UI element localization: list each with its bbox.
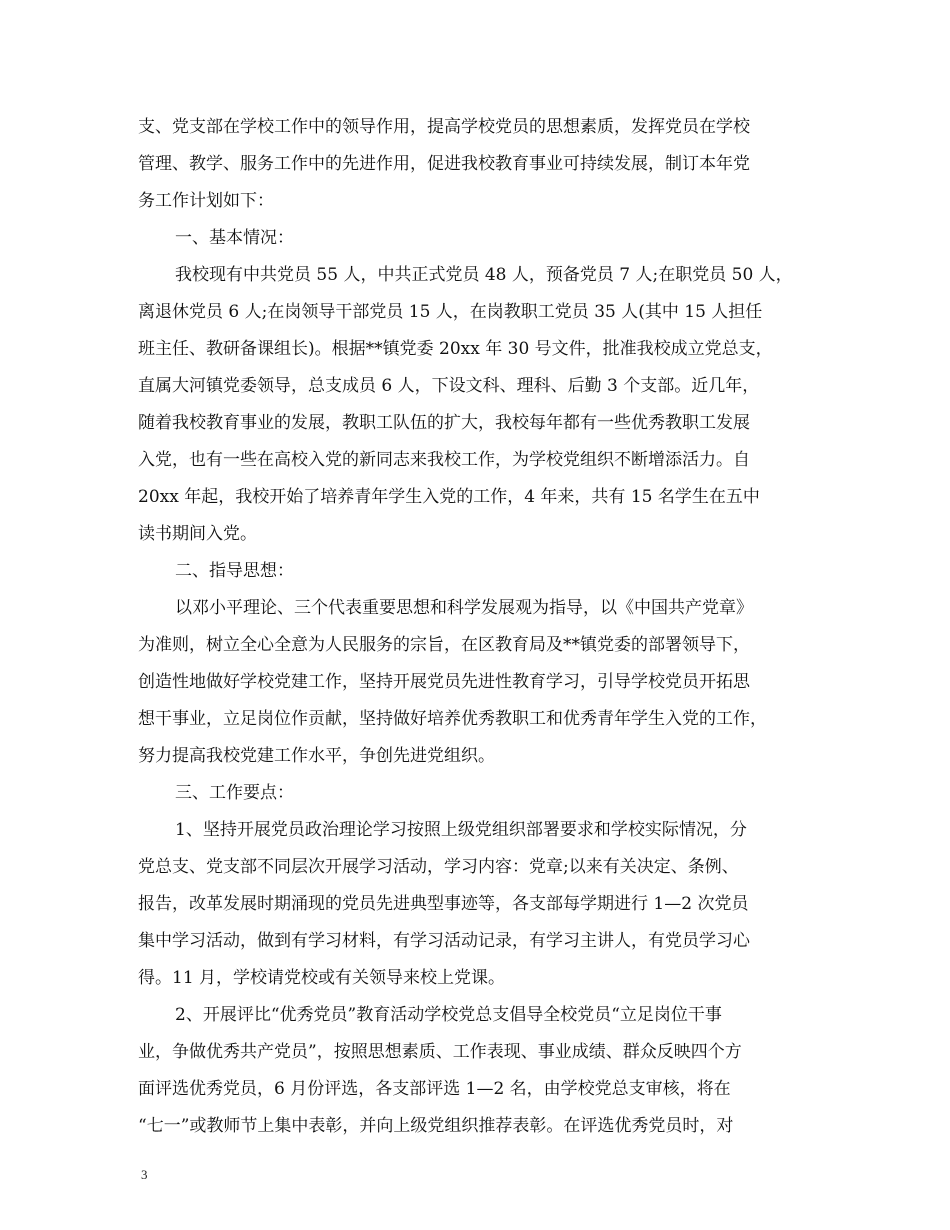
text-line: 务工作计划如下： xyxy=(138,191,274,211)
text-line: 为准则，树立全心全意为人民服务的宗旨，在区教育局及**镇党委的部署领导下， xyxy=(138,635,750,655)
text-line: 1、坚持开展党员政治理论学习按照上级党组织部署要求和学校实际情况，分 xyxy=(175,820,747,840)
text-line: “七一”或教师节上集中表彰，并向上级党组织推荐表彰。在评选优秀党员时，对 xyxy=(138,1116,734,1136)
text-line: 业，争做优秀共产党员”，按照思想素质、工作表现、事业成绩、群众反映四个方 xyxy=(138,1042,742,1062)
text-line: 离退休党员 6 人;在岗领导干部党员 15 人，在岗教职工党员 35 人(其中 15 人担任 xyxy=(138,302,763,322)
text-line: 直属大河镇党委领导，总支成员 6 人，下设文科、理科、后勤 3 个支部。近几年， xyxy=(138,376,760,396)
text-line: 随着我校教育事业的发展，教职工队伍的扩大，我校每年都有一些优秀教职工发展 xyxy=(138,413,750,433)
text-line: 入党，也有一些在高校入党的新同志来我校工作，为学校党组织不断增添活力。自 xyxy=(138,450,750,470)
text-line: 得。11 月，学校请党校或有关领导来校上党课。 xyxy=(138,968,506,988)
page-number: 3 xyxy=(141,1167,148,1182)
text-line: 报告，改革发展时期涌现的党员先进典型事迹等，各支部每学期进行 1—2 次党员 xyxy=(138,894,749,914)
text-line: 集中学习活动，做到有学习材料，有学习活动记录，有学习主讲人，有党员学习心 xyxy=(138,931,750,951)
text-line: 创造性地做好学校党建工作，坚持开展党员先进性教育学习，引导学校党员开拓思 xyxy=(138,672,750,692)
section-heading: 二、指导思想： xyxy=(175,561,294,581)
section-heading: 三、工作要点： xyxy=(175,783,294,803)
text-line: 我校现有中共党员 55 人，中共正式党员 48 人，预备党员 7 人;在职党员 50 人， xyxy=(175,265,793,285)
text-line: 以邓小平理论、三个代表重要思想和科学发展观为指导，以《中国共产党章》 xyxy=(175,598,753,618)
text-line: 努力提高我校党建工作水平，争创先进党组织。 xyxy=(138,746,495,766)
text-line: 班主任、教研备课组长)。根据**镇党委 20xx 年 30 号文件，批准我校成立党总支， xyxy=(138,339,773,359)
text-line: 20xx 年起，我校开始了培养青年学生入党的工作，4 年来，共有 15 名学生在五中 xyxy=(138,487,760,507)
text-line: 管理、教学、服务工作中的先进作用，促进我校教育事业可持续发展，制订本年党 xyxy=(138,154,750,174)
text-line: 读书期间入党。 xyxy=(138,524,257,544)
text-line: 想干事业，立足岗位作贡献，坚持做好培养优秀教职工和优秀青年学生入党的工作， xyxy=(138,709,767,729)
text-line: 支、党支部在学校工作中的领导作用，提高学校党员的思想素质，发挥党员在学校 xyxy=(138,117,750,137)
text-line: 党总支、党支部不同层次开展学习活动，学习内容：党章;以来有关决定、条例、 xyxy=(138,857,739,877)
section-heading: 一、基本情况： xyxy=(175,228,294,248)
text-line: 2、开展评比“优秀党员”教育活动学校党总支倡导全校党员“立足岗位干事 xyxy=(175,1005,722,1025)
text-line: 面评选优秀党员，6 月份评选，各支部评选 1—2 名，由学校党总支审核，将在 xyxy=(138,1079,731,1099)
